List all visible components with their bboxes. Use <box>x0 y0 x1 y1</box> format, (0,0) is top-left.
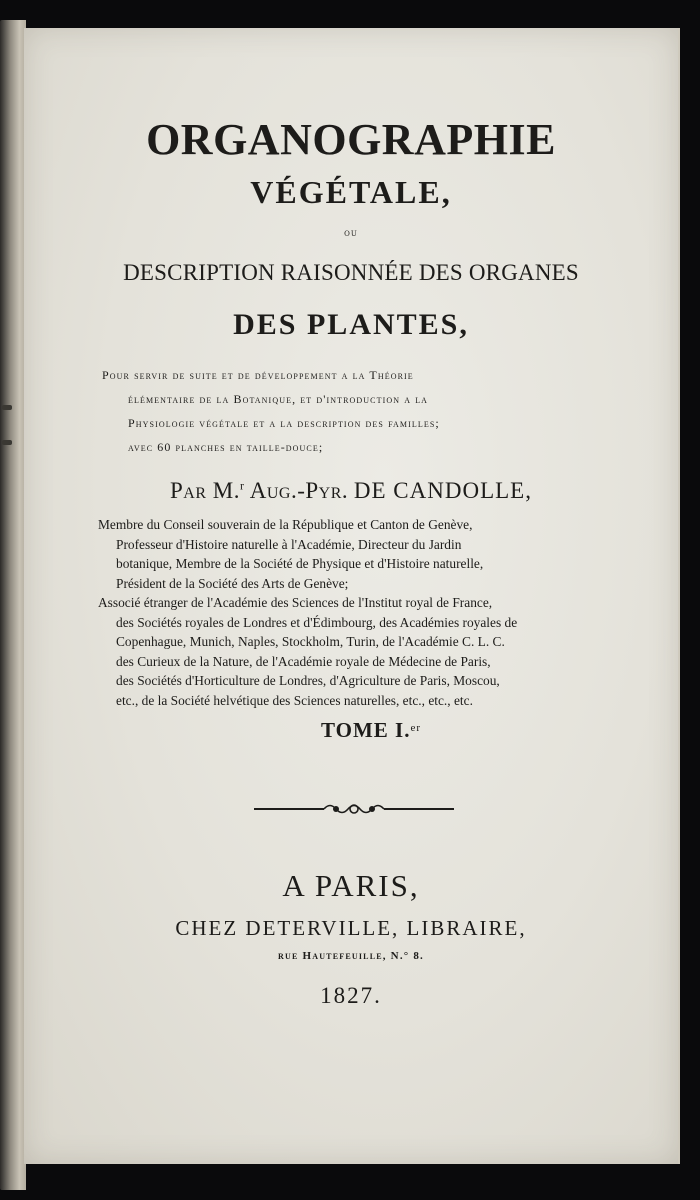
imprint-address: rue Hautefeuille, N.° 8. <box>278 950 424 962</box>
tome-sup: er <box>410 722 421 734</box>
membership-line: Copenhague, Munich, Naples, Stockholm, Turin, de l'Académie C. L. C. <box>116 634 505 649</box>
purpose-line: avec 60 planches en taille-douce; <box>128 440 324 454</box>
author-prefix-sup: r <box>239 478 244 493</box>
author-line <box>24 478 678 504</box>
membership-line: botanique, Membre de la Société de Physique et d'Histoire naturelle, <box>116 556 484 571</box>
membership-line: Associé étranger de l'Académie des Sciences de l'Institut royal de France, <box>98 595 493 610</box>
imprint-city: A PARIS, <box>282 868 420 903</box>
title-line-2: VÉGÉTALE, <box>250 174 452 210</box>
author-prefix: Par M. <box>170 478 240 503</box>
title-line-1: ORGANOGRAPHIE <box>146 115 556 164</box>
imprint-year: 1827. <box>320 983 382 1008</box>
purpose-line: Pour servir de suite et de développement a la Théorie <box>102 368 414 382</box>
membership-line: des Curieux de la Nature, de l'Académie royale de Médecine de Paris, <box>116 653 491 669</box>
title-line-3: DESCRIPTION RAISONNÉE DES ORGANES <box>123 260 579 285</box>
membership-line: Professeur d'Histoire naturelle à l'Académie, Directeur du Jardin <box>116 536 462 552</box>
author-surname: DE CANDOLLE, <box>353 478 532 503</box>
book-edge <box>0 20 26 1190</box>
membership-line: Président de la Société des Arts de Genève; <box>116 575 349 591</box>
title-line-4: DES PLANTES, <box>233 308 469 341</box>
title-ou: ou <box>344 228 358 239</box>
edge-mark <box>2 405 12 410</box>
author-given-name: Aug.-Pyr. <box>249 478 349 503</box>
membership-line: des Sociétés d'Horticulture de Londres, d'Agriculture de Paris, Moscou, <box>116 673 500 688</box>
imprint-publisher: CHEZ DETERVILLE, LIBRAIRE, <box>175 916 527 940</box>
membership-line: Membre du Conseil souverain de la République et Canton de Genève, <box>98 517 473 532</box>
title-page <box>24 28 678 1164</box>
membership-line: des Sociétés royales de Londres et d'Édimbourg, des Académies royales de <box>116 614 518 630</box>
tome-text: TOME I. <box>320 718 411 742</box>
tome-label <box>24 718 698 743</box>
purpose-paragraph <box>102 363 602 459</box>
membership-line: etc., de la Société helvétique des Sciences naturelles, etc., etc., etc. <box>116 692 473 708</box>
ornament-divider <box>254 800 454 818</box>
edge-mark <box>2 440 12 445</box>
memberships <box>98 515 618 710</box>
purpose-line: élémentaire de la Botanique, et d'introduction a la <box>128 392 429 406</box>
purpose-line: Physiologie végétale et a la description des familles; <box>128 416 440 430</box>
